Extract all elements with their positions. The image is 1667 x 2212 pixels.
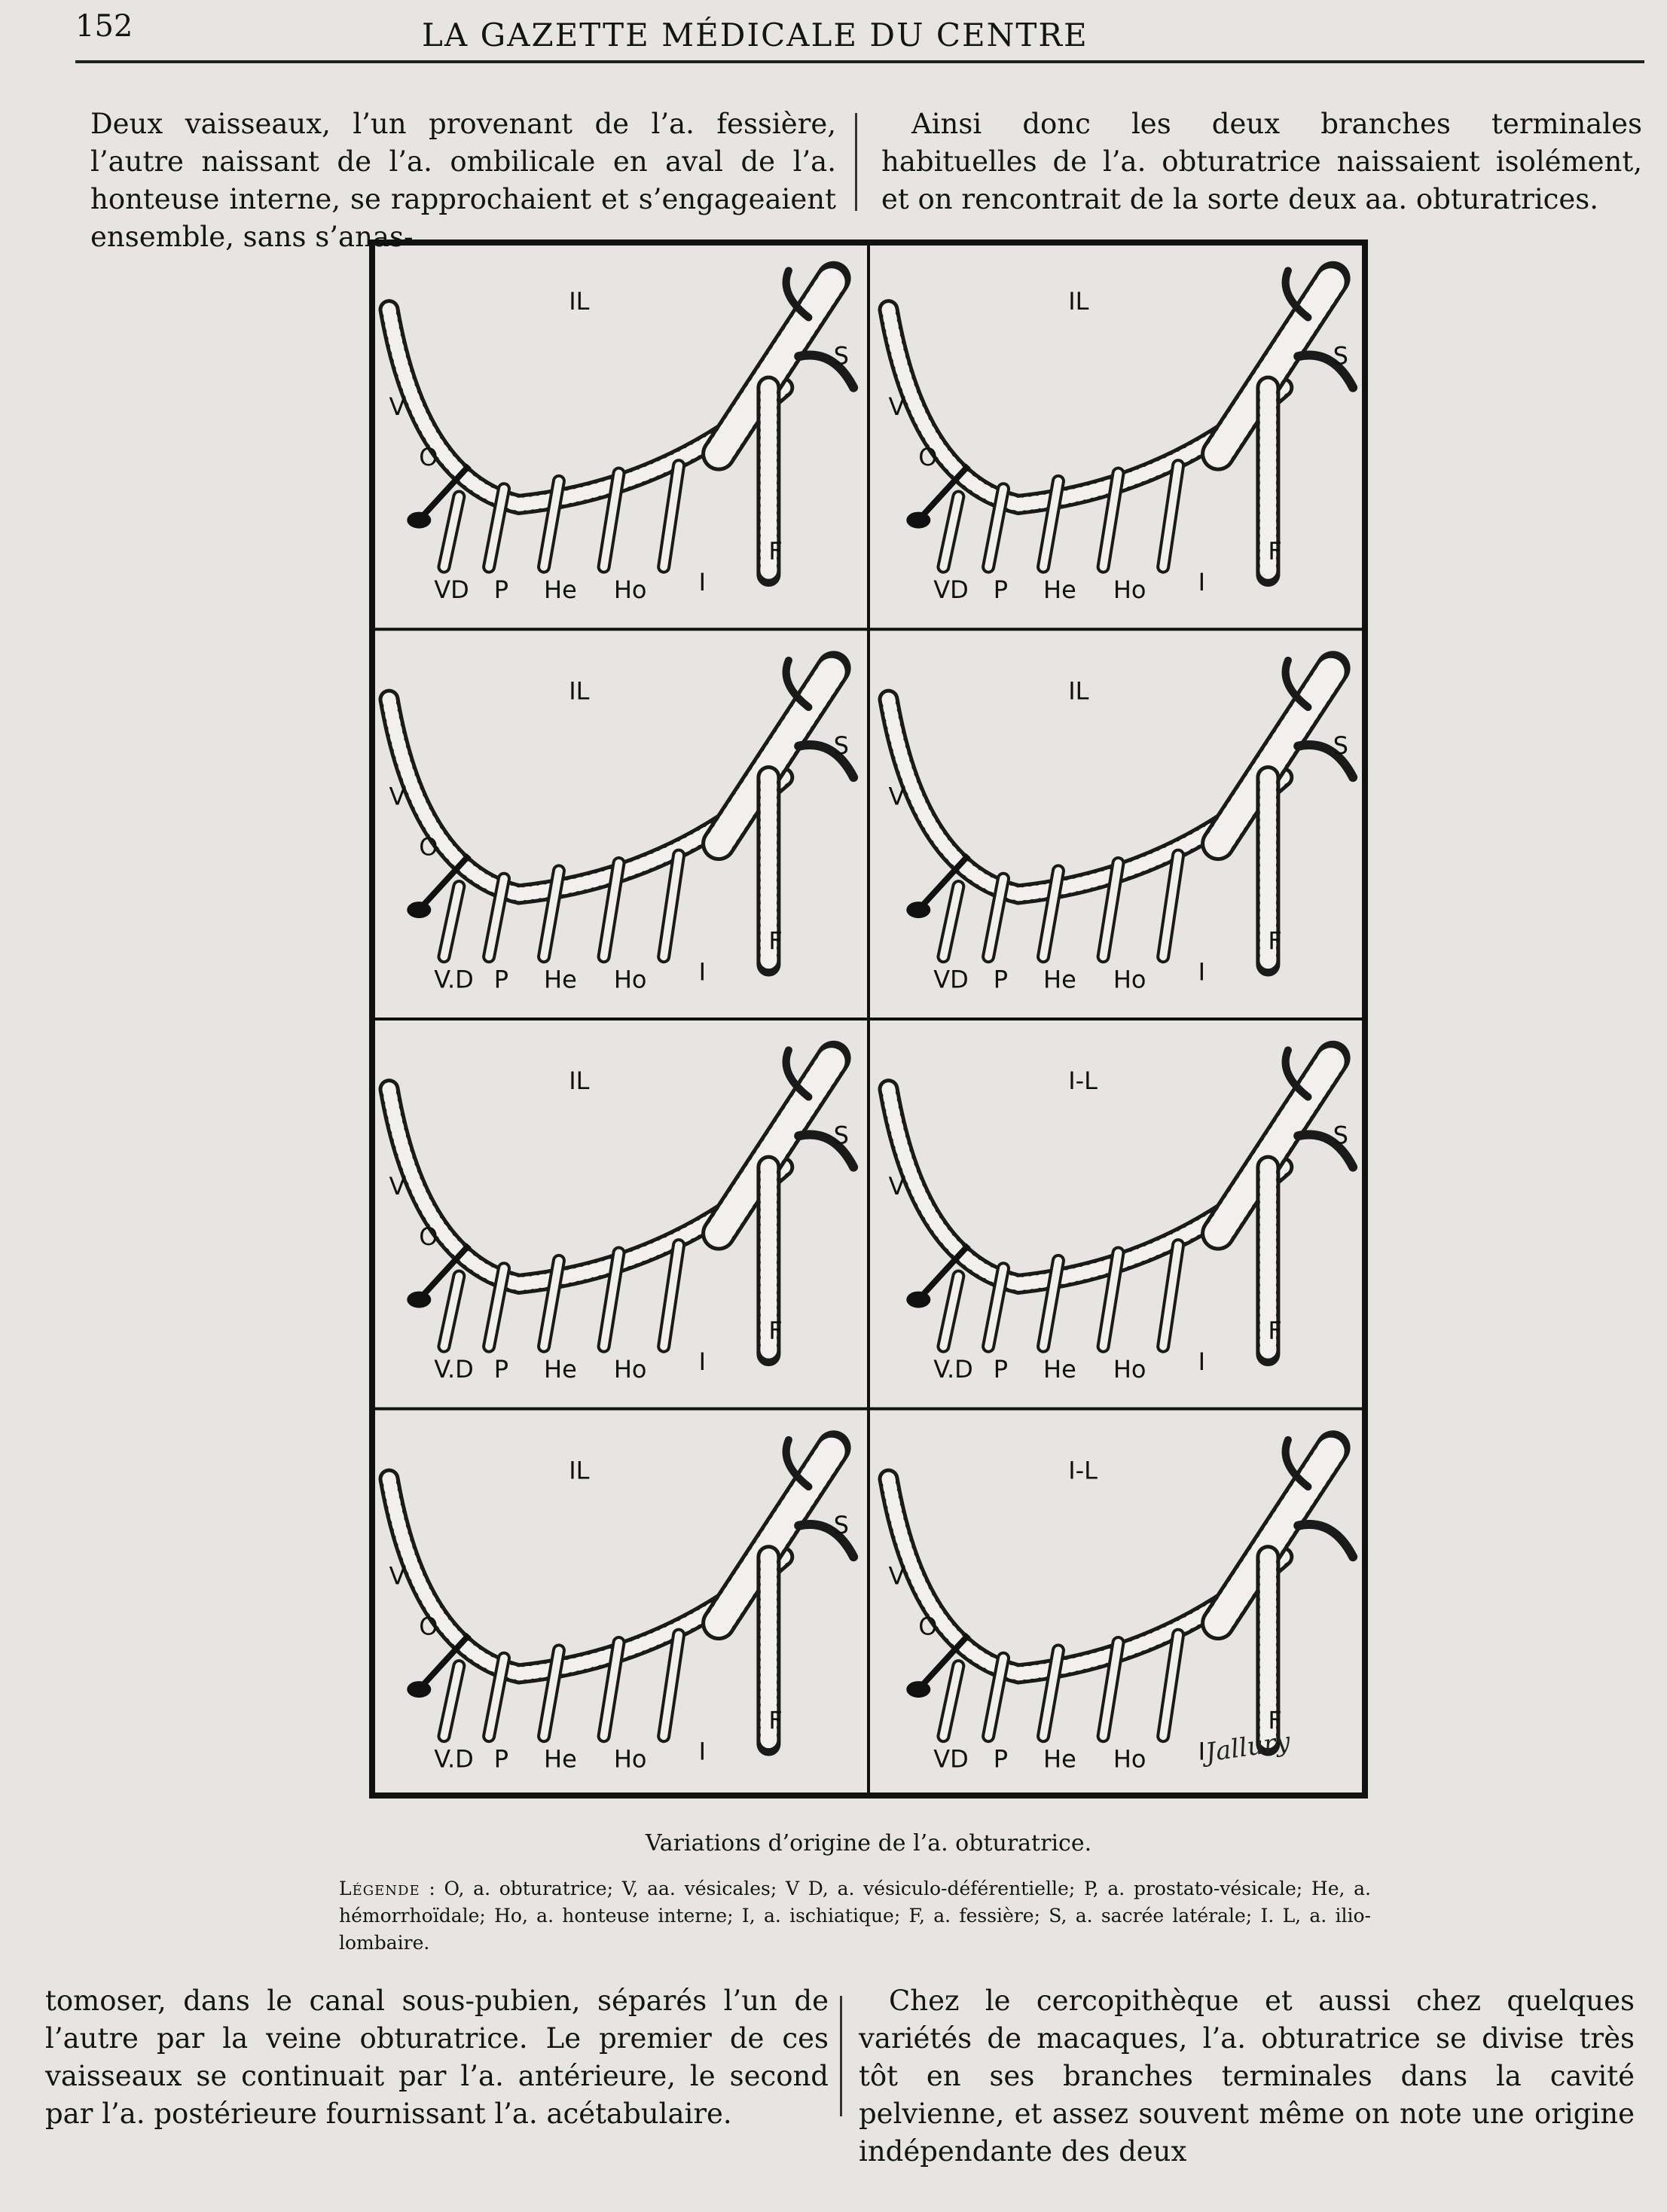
panel-label: Ho <box>613 965 647 994</box>
header-rule <box>75 60 1644 63</box>
panel-label: I <box>1198 567 1206 596</box>
panel-label: He <box>544 965 577 994</box>
panel-label: V <box>389 782 406 811</box>
panel-label: V <box>389 392 406 421</box>
panel-label: Ho <box>1113 1355 1146 1384</box>
panel-label: V <box>888 1561 905 1591</box>
panel-label: V <box>888 782 905 811</box>
panel-label: F <box>1268 1316 1282 1345</box>
artery-arc-outline <box>889 310 1284 505</box>
panel-label: VD <box>933 575 969 605</box>
panel-label: I <box>698 567 707 596</box>
panel-label: He <box>1043 1744 1076 1774</box>
panel-label: I <box>698 1347 707 1376</box>
panel-label: He <box>544 1355 577 1384</box>
artery-arc-outline <box>889 700 1284 895</box>
panel-label: F <box>1268 1705 1282 1735</box>
artery-arc-outline <box>389 1089 784 1284</box>
top-right-column <box>881 105 1642 218</box>
panel-label: F <box>768 1705 783 1735</box>
panel-label: He <box>1043 1355 1076 1384</box>
panel-label: Ho <box>1113 965 1146 994</box>
panel-label: S <box>833 341 849 371</box>
panel-label: IL <box>569 676 590 706</box>
sacral-branch <box>1298 1524 1353 1557</box>
panel-label: P <box>493 1355 509 1384</box>
panel-label: S <box>833 1511 849 1540</box>
bottom-left-paragraph: tomoser, dans le canal sous-pubien, séparés l’un de l’autre par la veine obturatrice. Le premier de ces vaisseaux se continuait par l’a. antérieure, le second par l’a. postérieure fournissant l’a. acétabulaire. <box>45 1985 829 2130</box>
panel-label: S <box>1333 341 1348 371</box>
artery-arc-outline <box>389 700 784 895</box>
panel-label: V <box>888 1171 905 1201</box>
panel-label: Ho <box>613 575 647 605</box>
panel-label: Ho <box>613 1355 647 1384</box>
top-column-divider <box>855 113 857 211</box>
panel-label: V <box>888 392 905 421</box>
panel-label: VD <box>434 575 469 605</box>
top-right-paragraph: Ainsi donc les deux branches terminales habituelles de l’a. obturatrice naissaient isolément, et on rencontrait de la sorte deux aa. obturatrices. <box>881 108 1642 215</box>
figure-panel <box>389 1440 854 1774</box>
panel-label: VD <box>933 1744 969 1774</box>
figure-panel <box>389 1050 854 1384</box>
panel-label: O <box>419 1612 438 1641</box>
bottom-column-divider <box>840 1996 842 2116</box>
panel-label: F <box>768 536 783 566</box>
panel-label: V <box>389 1561 406 1591</box>
bottom-right-paragraph: Chez le cercopithèque et aussi chez quelques variétés de macaques, l’a. obturatrice se divise très tôt en ses branches terminales dans la cavité pelvienne, et assez souvent même on note une origine indépendante des deux <box>859 1985 1635 2168</box>
panel-label: Ho <box>613 1744 647 1774</box>
panel-label: VD <box>933 965 969 994</box>
panel-label: V.D <box>434 1744 474 1774</box>
panel-label: O <box>419 832 438 862</box>
panel-label: P <box>993 575 1009 605</box>
bottom-right-column <box>859 1982 1635 2171</box>
panel-label: V.D <box>434 1355 474 1384</box>
bottom-left-column <box>45 1982 829 2133</box>
panel-label: S <box>833 731 849 761</box>
figure-svg <box>369 240 1368 1799</box>
panel-label: S <box>1333 1121 1348 1150</box>
panel-label: F <box>768 926 783 955</box>
panel-label: Ho <box>1113 575 1146 605</box>
panel-label: V.D <box>434 965 474 994</box>
panel-label: I <box>1198 1347 1206 1376</box>
running-head: LA GAZETTE MÉDICALE DU CENTRE <box>422 17 1088 53</box>
panel-label: V <box>389 1171 406 1201</box>
artery-arc-outline <box>889 1089 1284 1284</box>
panel-label: I-L <box>1068 1066 1098 1096</box>
panel-label: F <box>1268 536 1282 566</box>
panel-label: O <box>419 1222 438 1252</box>
panel-label: He <box>544 575 577 605</box>
figure-panel <box>389 270 854 604</box>
panel-label: IL <box>1068 676 1089 706</box>
artery-arc-outline <box>889 1479 1284 1674</box>
panel-label: O <box>918 443 938 472</box>
top-left-paragraph: Deux vaisseaux, l’un provenant de l’a. fessière, l’autre naissant de l’a. ombilicale en aval de l’a. honteuse interne, se rapprochaient et s’engageaient ensemble, sans s’anas- <box>90 108 836 253</box>
artery-arc-outline <box>389 310 784 505</box>
artery-arc-outline <box>389 1479 784 1674</box>
figure-signature: Jallury <box>1203 1726 1293 1768</box>
panel-label: P <box>493 575 509 605</box>
legend-title: Légende <box>339 1878 420 1899</box>
page-number: 152 <box>75 9 133 44</box>
panel-label: I <box>1198 957 1206 987</box>
panel-label: P <box>993 1355 1009 1384</box>
panel-label: S <box>1333 731 1348 761</box>
panel-label: I <box>698 1737 707 1766</box>
figure-caption: Variations d’origine de l’a. obturatrice. <box>645 1830 1092 1857</box>
panel-label: O <box>918 1612 938 1641</box>
panel-label: I <box>698 957 707 987</box>
top-left-column <box>90 105 836 256</box>
anatomical-figure <box>369 240 1368 1799</box>
panel-label: IL <box>569 1066 590 1096</box>
figure-panel <box>889 661 1354 994</box>
panel-label: Ho <box>1113 1744 1146 1774</box>
figure-panel <box>889 270 1354 604</box>
panel-label: P <box>493 965 509 994</box>
panel-label: P <box>993 965 1009 994</box>
panel-label: P <box>993 1744 1009 1774</box>
panel-label: O <box>419 443 438 472</box>
panel-label: I <box>1198 1737 1206 1766</box>
figure-panel <box>389 661 854 994</box>
panel-label: F <box>768 1316 783 1345</box>
panel-label: IL <box>569 287 590 316</box>
figure-panel <box>889 1440 1354 1774</box>
panel-label: P <box>493 1744 509 1774</box>
panel-label: He <box>544 1744 577 1774</box>
panel-label: V.D <box>933 1355 973 1384</box>
panel-label: He <box>1043 965 1076 994</box>
figure-panel <box>889 1050 1354 1384</box>
panel-label: F <box>1268 926 1282 955</box>
panel-label: IL <box>569 1456 590 1485</box>
legend-text: : O, a. obturatrice; V, aa. vésicales; V D, a. vésiculo-déférentielle; P, a. prostato-vésicale; He, a. hémorrhoïdale; Ho, a. honteuse interne; I, a. ischiatique; F, a. fessière; S, a. sacrée latérale; I. L, a. ilio-lombaire. <box>339 1878 1372 1954</box>
panel-label: He <box>1043 575 1076 605</box>
figure-legend <box>339 1875 1371 1957</box>
panel-label: S <box>833 1121 849 1150</box>
panel-label: I-L <box>1068 1456 1098 1485</box>
panel-label: IL <box>1068 287 1089 316</box>
